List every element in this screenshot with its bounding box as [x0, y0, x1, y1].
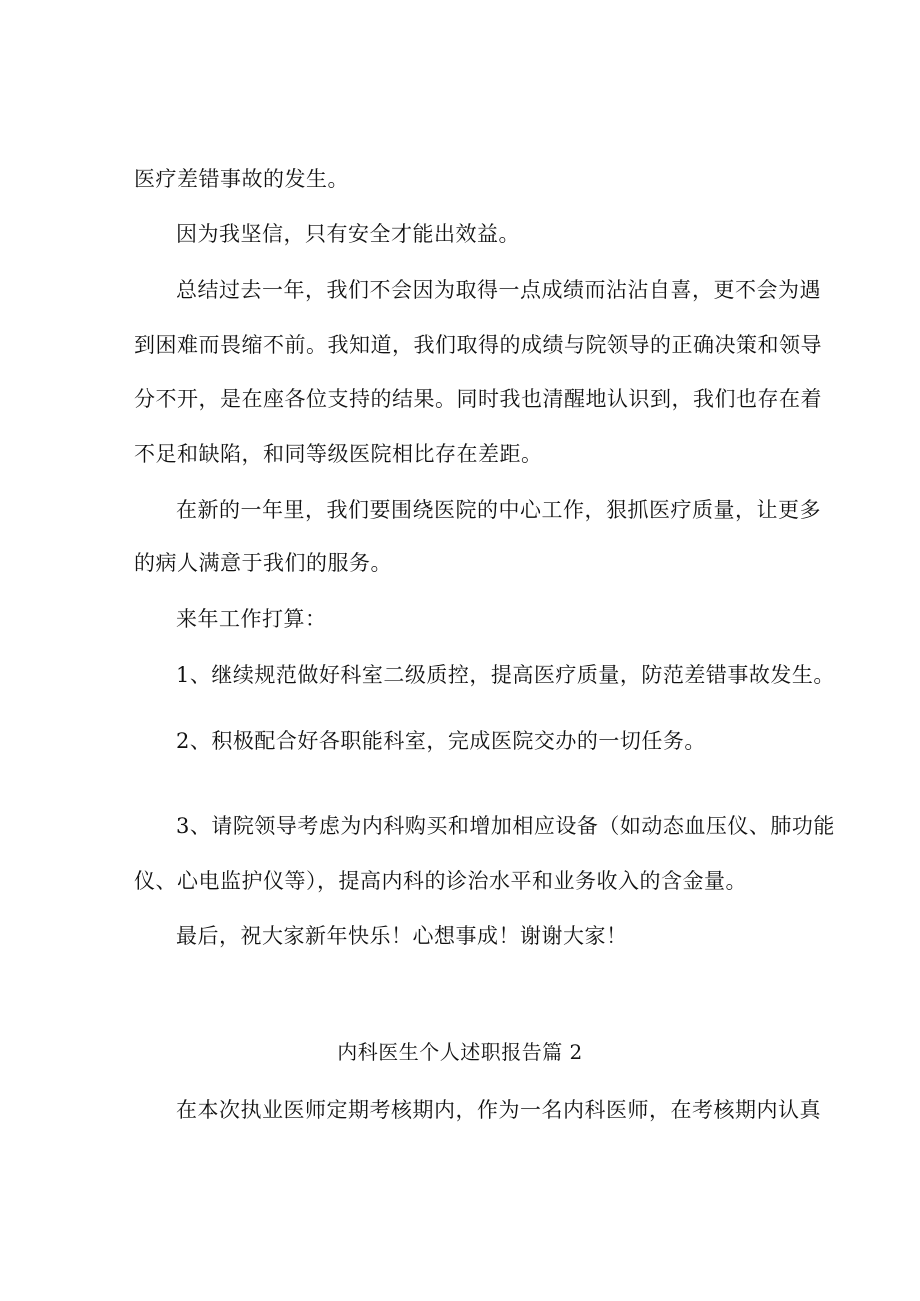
paragraph-line: 最后，祝大家新年快乐！心想事成！谢谢大家！ [176, 924, 628, 948]
paragraph-line: 来年工作打算： [176, 607, 327, 631]
list-item: 2、积极配合好各职能科室，完成医院交办的一切任务。 [176, 729, 706, 753]
paragraph-line: 仪、心电监护仪等），提高内科的诊治水平和业务收入的含金量。 [134, 869, 747, 893]
section-title: 内科医生个人述职报告篇 2 [337, 1040, 583, 1064]
paragraph-line: 分不开，是在座各位支持的结果。同时我也清醒地认识到，我们也存在着 [134, 387, 822, 411]
paragraph-line: 在本次执业医师定期考核期内，作为一名内科医师，在考核期内认真 [176, 1098, 821, 1122]
paragraph-line: 不足和缺陷，和同等级医院相比存在差距。 [134, 442, 543, 466]
paragraph-line: 到困难而畏缩不前。我知道，我们取得的成绩与院领导的正确决策和领导 [134, 333, 822, 357]
paragraph-line: 在新的一年里，我们要围绕医院的中心工作，狠抓医疗质量，让更多 [176, 498, 821, 522]
paragraph-line: 因为我坚信，只有安全才能出效益。 [176, 222, 520, 246]
paragraph-line: 的病人满意于我们的服务。 [134, 551, 392, 575]
list-item: 3、请院领导考虑为内科购买和增加相应设备（如动态血压仪、肺功能 [176, 814, 835, 838]
paragraph-line: 总结过去一年，我们不会因为取得一点成绩而沾沾自喜，更不会为遇 [176, 278, 821, 302]
list-item: 1、继续规范做好科室二级质控，提高医疗质量，防范差错事故发生。 [176, 663, 835, 687]
paragraph-line: 医疗差错事故的发生。 [134, 167, 349, 191]
